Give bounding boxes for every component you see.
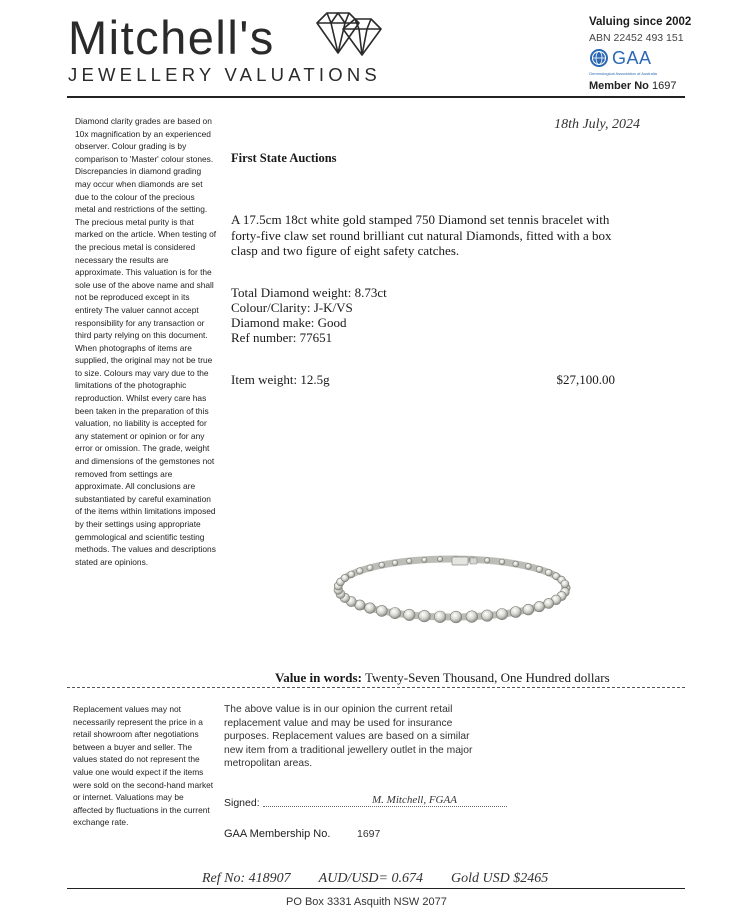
signature-name: M. Mitchell, FGAA (372, 794, 457, 806)
bracelet-stone (466, 611, 478, 623)
member-number (589, 80, 676, 92)
bracelet-stone (407, 558, 412, 563)
bracelet-stone (348, 571, 355, 578)
value-in-words (275, 670, 610, 686)
bracelet-stone (499, 559, 505, 565)
bracelet-stone (561, 580, 569, 588)
bracelet-stone (389, 608, 400, 619)
bracelet-stone (422, 557, 427, 562)
gaa-logo-text: GAA (612, 48, 652, 68)
bracelet-stone (534, 601, 544, 611)
footer-ref-no: Ref No: 418907 (202, 871, 291, 886)
bracelet-stone (525, 563, 531, 569)
signature-line (263, 806, 507, 807)
bracelet-stone (392, 560, 398, 566)
bracelet-stone (376, 605, 387, 616)
diamond-outline-icon (309, 9, 385, 59)
bracelet-stone (404, 609, 415, 620)
footer-line (202, 871, 576, 887)
item-weight: Item weight: 12.5g (231, 372, 330, 387)
diamond-make: Diamond make: Good (231, 315, 347, 330)
bracelet-stone (496, 609, 507, 620)
bracelet-stone (357, 568, 364, 575)
bracelet-stone (365, 603, 376, 614)
bracelet-stone (485, 558, 490, 563)
bracelet-stone (510, 607, 521, 618)
disclaimer-text: Diamond clarity grades are based on 10x magnification by an experienced observer. Colour grading is by comparison to 'Master' colour stones. Discrepancies in diamond grading may occur when diamonds are set due to the colour of the precious metal and restrictions of the setting. The precious metal purity is that marked on the article. When testing of the precious metal is considered necessary the results are approximate. This valuation is for the sole use of the above name and shall not be reproduced except in its entirety The valuer cannot accept responsibility for any transaction or third party relying on this document. When photographs of items are supplied, the original may not be true to size. Colours may vary due to the limitations of the photographic reproduction. Whilst every care has been taken in the preparation of this valuation, no liability is accepted for any statement or opinion or for any error or omission. The grade, weight and dimensions of the gemstones not removed from settings are approximate. All conclusions are substantiated by careful examination of the items within limitations imposed by their settings using appropriate gemmological and scientific testing methods. The values and descriptions stated are opinions. (75, 116, 217, 567)
footer-divider (67, 888, 685, 889)
bracelet-stone (482, 610, 493, 621)
bracelet-stone (438, 557, 443, 562)
dashed-divider (67, 687, 685, 688)
header-divider (67, 96, 685, 98)
abn-number: ABN 22452 493 151 (589, 32, 684, 44)
footer-address: PO Box 3331 Asquith NSW 2077 (286, 896, 447, 908)
brand-name: Mitchell's (68, 11, 275, 64)
bracelet-stone (545, 569, 552, 576)
valuation-date: 18th July, 2024 (554, 117, 640, 132)
gaa-membership-number: 1697 (357, 828, 381, 840)
member-label: Member No (589, 80, 649, 92)
gaa-subtitle: Gemmological Association of Australia (589, 71, 657, 76)
ref-number: Ref number: 77651 (231, 330, 333, 345)
bracelet-stone (379, 562, 385, 568)
tennis-bracelet-photo (330, 545, 575, 635)
bracelet-stone (544, 598, 554, 608)
client-name: First State Auctions (231, 151, 337, 165)
bracelet-stone (341, 574, 348, 581)
total-diamond-weight: Total Diamond weight: 8.73ct (231, 285, 387, 300)
valuing-since: Valuing since 2002 (589, 16, 692, 28)
colour-clarity: Colour/Clarity: J-K/VS (231, 300, 353, 315)
item-value: $27,100.00 (556, 372, 615, 387)
value-words-label: Value in words: (275, 670, 362, 685)
tagline: JEWELLERY VALUATIONS (68, 64, 381, 85)
replacement-statement: The above value is in our opinion the current retail replacement value and may be used for insurance purposes. Replacement values are based on a similar new item from a traditional jewellery outlet in the major metropolitan areas. (224, 704, 473, 770)
footer-exchange-rate: AUD/USD= 0.674 (318, 871, 423, 886)
bracelet-stone (419, 610, 431, 622)
bracelet-stone (450, 611, 462, 623)
bracelet-stone (367, 565, 373, 571)
footer-gold-price: Gold USD $2465 (451, 871, 549, 886)
bracelet-stone (536, 566, 542, 572)
member-value: 1697 (651, 80, 677, 92)
gaa-membership-label: GAA Membership No. (224, 828, 331, 840)
value-words: Twenty-Seven Thousand, One Hundred dollars (364, 670, 610, 685)
item-description: A 17.5cm 18ct white gold stamped 750 Diamond set tennis bracelet with forty-five claw set round brilliant cut natural Diamonds, fitted with a box clasp and two figure of eight safety catches. (231, 212, 612, 258)
signed-label: Signed: (224, 797, 260, 809)
gaa-globe-icon (589, 48, 609, 68)
bracelet-stone (434, 611, 446, 623)
bracelet-stone (523, 604, 534, 615)
replacement-disclaimer: Replacement values may not necessarily represent the price in a retail showroom after negotiations between a buyer and seller. The values stated do not represent the value one would expect if the items were sold on the second-hand market or internet. Valuations may be affected by fluctuations in the current exchange rate. (73, 704, 214, 828)
bracelet-stone (513, 561, 519, 567)
